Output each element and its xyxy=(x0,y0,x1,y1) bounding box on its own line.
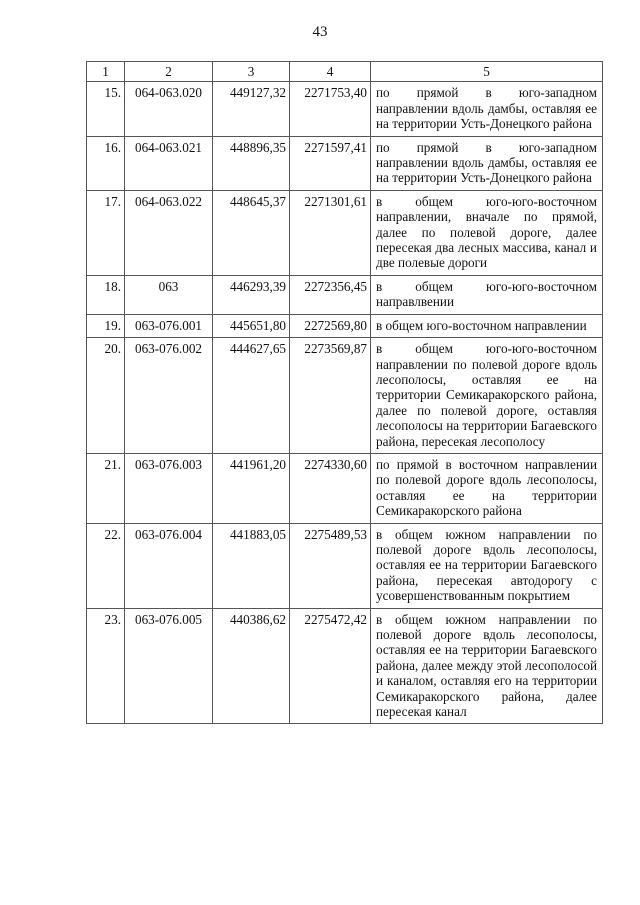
x-coordinate: 441883,05 xyxy=(213,523,290,608)
point-code: 063-076.002 xyxy=(125,338,213,454)
x-coordinate: 448896,35 xyxy=(213,136,290,190)
x-coordinate: 449127,32 xyxy=(213,82,290,136)
column-header-2: 2 xyxy=(125,62,213,82)
y-coordinate: 2271301,61 xyxy=(290,190,371,275)
y-coordinate: 2275472,42 xyxy=(290,608,371,724)
point-code: 064-063.020 xyxy=(125,82,213,136)
column-header-5: 5 xyxy=(371,62,603,82)
table-row xyxy=(87,136,603,190)
x-coordinate: 446293,39 xyxy=(213,275,290,314)
column-header-1: 1 xyxy=(87,62,125,82)
point-code: 063 xyxy=(125,275,213,314)
point-code: 064-063.021 xyxy=(125,136,213,190)
table-row xyxy=(87,338,603,454)
row-number: 22. xyxy=(87,523,125,608)
point-code: 064-063.022 xyxy=(125,190,213,275)
route-description: в общем южном направлении по полевой дороге вдоль лесополосы, оставляя ее на территории Багаевского района, далее между этой лесополосой и каналом, оставляя его на территории Семикаракорского района, далее пересекая канал xyxy=(371,608,603,724)
route-description: в общем юго-восточном направлении xyxy=(371,314,603,337)
boundary-points-table xyxy=(86,61,603,724)
x-coordinate: 445651,80 xyxy=(213,314,290,337)
route-description: в общем южном направлении по полевой дороге вдоль лесополосы, оставляя ее на территории Багаевского района, пересекая автодорогу с усовершенствованным покрытием xyxy=(371,523,603,608)
y-coordinate: 2274330,60 xyxy=(290,453,371,523)
y-coordinate: 2271597,41 xyxy=(290,136,371,190)
route-description: по прямой в юго-западном направлении вдоль дамбы, оставляя ее на территории Усть-Донецкого района xyxy=(371,136,603,190)
y-coordinate: 2271753,40 xyxy=(290,82,371,136)
table-row xyxy=(87,453,603,523)
row-number: 18. xyxy=(87,275,125,314)
column-header-3: 3 xyxy=(213,62,290,82)
y-coordinate: 2275489,53 xyxy=(290,523,371,608)
table-row xyxy=(87,82,603,136)
row-number: 15. xyxy=(87,82,125,136)
row-number: 17. xyxy=(87,190,125,275)
y-coordinate: 2272569,80 xyxy=(290,314,371,337)
table-row xyxy=(87,608,603,724)
x-coordinate: 444627,65 xyxy=(213,338,290,454)
table-header-row xyxy=(87,62,603,82)
table-row xyxy=(87,190,603,275)
row-number: 21. xyxy=(87,453,125,523)
table-row xyxy=(87,275,603,314)
table-row xyxy=(87,314,603,337)
route-description: в общем юго-юго-восточном направлении по полевой дороге вдоль лесополосы, оставляя ее на территории Семикаракорского района, далее по полевой дороге, оставляя лесополосы на территории Багаевского района, пересекая лесополосу xyxy=(371,338,603,454)
route-description: в общем юго-юго-восточном направлвении xyxy=(371,275,603,314)
row-number: 20. xyxy=(87,338,125,454)
x-coordinate: 448645,37 xyxy=(213,190,290,275)
point-code: 063-076.005 xyxy=(125,608,213,724)
point-code: 063-076.004 xyxy=(125,523,213,608)
y-coordinate: 2273569,87 xyxy=(290,338,371,454)
row-number: 23. xyxy=(87,608,125,724)
x-coordinate: 440386,62 xyxy=(213,608,290,724)
table-row xyxy=(87,523,603,608)
page-number: 43 xyxy=(312,24,328,40)
row-number: 16. xyxy=(87,136,125,190)
route-description: по прямой в восточном направлении по полевой дороге вдоль лесополосы, оставляя ее на территории Семикаракорского района xyxy=(371,453,603,523)
point-code: 063-076.001 xyxy=(125,314,213,337)
row-number: 19. xyxy=(87,314,125,337)
column-header-4: 4 xyxy=(290,62,371,82)
y-coordinate: 2272356,45 xyxy=(290,275,371,314)
x-coordinate: 441961,20 xyxy=(213,453,290,523)
point-code: 063-076.003 xyxy=(125,453,213,523)
route-description: по прямой в юго-западном направлении вдоль дамбы, оставляя ее на территории Усть-Донецкого района xyxy=(371,82,603,136)
route-description: в общем юго-юго-восточном направлении, вначале по прямой, далее по полевой дороге, далее пересекая два лесных массива, канал и две полевые дороги xyxy=(371,190,603,275)
